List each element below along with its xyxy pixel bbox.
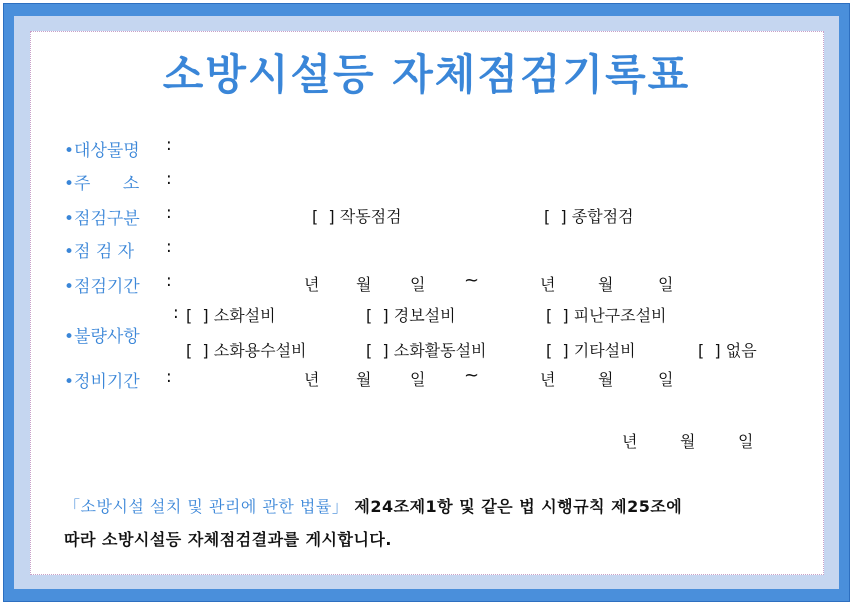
maint-start-month: 월 (356, 370, 372, 389)
label-inspector: •점 검 자 (64, 242, 135, 262)
checkbox-alarm[interactable]: [ ] 경보설비 (366, 306, 456, 325)
colon: : (166, 271, 172, 291)
checkbox-extinguishing[interactable]: [ ] 소화설비 (186, 306, 276, 325)
period-start-day: 일 (410, 275, 426, 294)
page-title: 소방시설등 자체점검기록표 (162, 50, 691, 99)
maint-end-day: 일 (658, 370, 674, 389)
label-inspection-type: •점검구분 (64, 209, 140, 229)
period-end-month: 월 (598, 275, 614, 294)
footer-line-1 (64, 494, 682, 517)
colon: : (166, 237, 172, 257)
maint-tilde: ~ (464, 365, 480, 386)
label-address: •주 소 (64, 174, 140, 194)
label-target: •대상물명 (64, 141, 140, 161)
checkbox-none[interactable]: [ ] 없음 (698, 341, 757, 360)
period-end-day: 일 (658, 275, 674, 294)
colon: : (166, 203, 172, 223)
maint-end-year: 년 (540, 370, 556, 389)
colon: : (173, 303, 179, 323)
period-end-year: 년 (540, 275, 556, 294)
period-start-year: 년 (304, 275, 320, 294)
colon: : (166, 367, 172, 387)
period-tilde: ~ (464, 270, 480, 291)
checkbox-operation-inspection[interactable]: [ ] 작동점검 (312, 207, 402, 226)
posting-year: 년 (622, 432, 638, 451)
label-period: •점검기간 (64, 277, 140, 297)
footer-line-2: 따라 소방시설등 자체점검결과를 게시합니다. (64, 530, 392, 549)
maint-end-month: 월 (598, 370, 614, 389)
period-start-month: 월 (356, 275, 372, 294)
checkbox-evacuation[interactable]: [ ] 피난구조설비 (546, 306, 667, 325)
label-maintenance: •정비기간 (64, 372, 140, 392)
checkbox-comprehensive-inspection[interactable]: [ ] 종합점검 (544, 207, 634, 226)
colon: : (166, 169, 172, 189)
maint-start-day: 일 (410, 370, 426, 389)
maint-start-year: 년 (304, 370, 320, 389)
posting-month: 월 (680, 432, 696, 451)
colon: : (166, 135, 172, 155)
posting-day: 일 (738, 432, 754, 451)
law-name: 「소방시설 설치 및 관리에 관한 법률」 (64, 497, 349, 516)
checkbox-water-supply[interactable]: [ ] 소화용수설비 (186, 341, 307, 360)
checkbox-other[interactable]: [ ] 기타설비 (546, 341, 636, 360)
label-defects: •불량사항 (64, 327, 140, 347)
footer-line-1-rest: 제24조제1항 및 같은 법 시행규칙 제25조에 (348, 497, 683, 516)
checkbox-firefighting-activity[interactable]: [ ] 소화활동설비 (366, 341, 487, 360)
